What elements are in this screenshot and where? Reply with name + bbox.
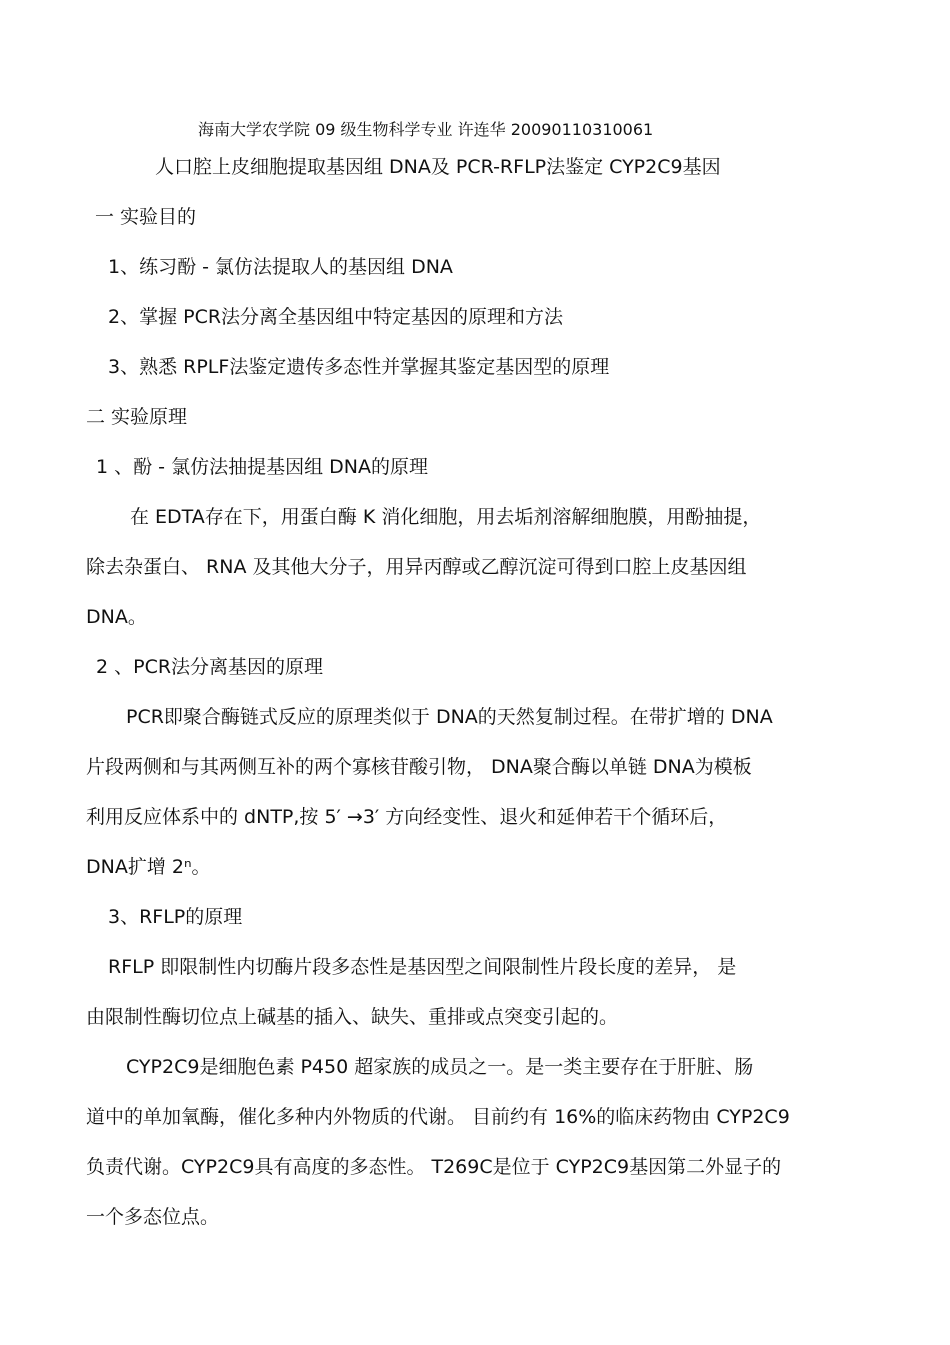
paragraph-line: 由限制性酶切位点上碱基的插入、缺失、重排或点突变引起的。 [86,1006,619,1028]
purpose-item-2: 2、掌握 PCR法分离全基因组中特定基因的原理和方法 [108,306,564,328]
paragraph-line: 除去杂蛋白、 RNA 及其他大分子，用异丙醇或乙醇沉淀可得到口腔上皮基因组 [86,556,747,578]
principle-subheading-1: 1 、酚 - 氯仿法抽提基因组 DNA的原理 [96,456,428,478]
purpose-item-1: 1、练习酚 - 氯仿法提取人的基因组 DNA [108,256,453,278]
principle-subheading-3: 3、RFLP的原理 [108,906,243,928]
document-header: 海南大学农学院 09 级生物科学专业 许连华 20090110310061 [198,120,654,139]
paragraph-line: CYP2C9是细胞色素 P450 超家族的成员之一。是一类主要存在于肝脏、肠 [126,1056,754,1078]
paragraph-line: 负责代谢。CYP2C9具有高度的多态性。 T269C是位于 CYP2C9基因第二外显子的 [86,1156,782,1178]
paragraph-line: RFLP 即限制性内切酶片段多态性是基因型之间限制性片段长度的差异， 是 [108,956,737,978]
paragraph-line: 道中的单加氧酶，催化多种内外物质的代谢。 目前约有 16%的临床药物由 CYP2C9 [86,1106,790,1128]
paragraph-line: 利用反应体系中的 dNTP,按 5′ →3′ 方向经变性、退火和延伸若干个循环后， [86,806,728,828]
paragraph-line: DNA扩增 2ⁿ。 [86,856,211,878]
purpose-item-3: 3、熟悉 RPLF法鉴定遗传多态性并掌握其鉴定基因型的原理 [108,356,610,378]
principle-subheading-2: 2 、PCR法分离基因的原理 [96,656,324,678]
paragraph-line: 片段两侧和与其两侧互补的两个寡核苷酸引物， DNA聚合酶以单链 DNA为模板 [86,756,752,778]
section-heading-principle: 二 实验原理 [86,406,188,428]
section-heading-purpose: 一 实验目的 [95,206,197,228]
paragraph-line: 在 EDTA存在下，用蛋白酶 K 消化细胞，用去垢剂溶解细胞膜，用酚抽提， [130,506,762,528]
paragraph-line: DNA。 [86,606,147,628]
paragraph-line: PCR即聚合酶链式反应的原理类似于 DNA的天然复制过程。在带扩增的 DNA [126,706,773,728]
document-title: 人口腔上皮细胞提取基因组 DNA及 PCR-RFLP法鉴定 CYP2C9基因 [155,156,721,178]
paragraph-line: 一个多态位点。 [86,1206,220,1228]
